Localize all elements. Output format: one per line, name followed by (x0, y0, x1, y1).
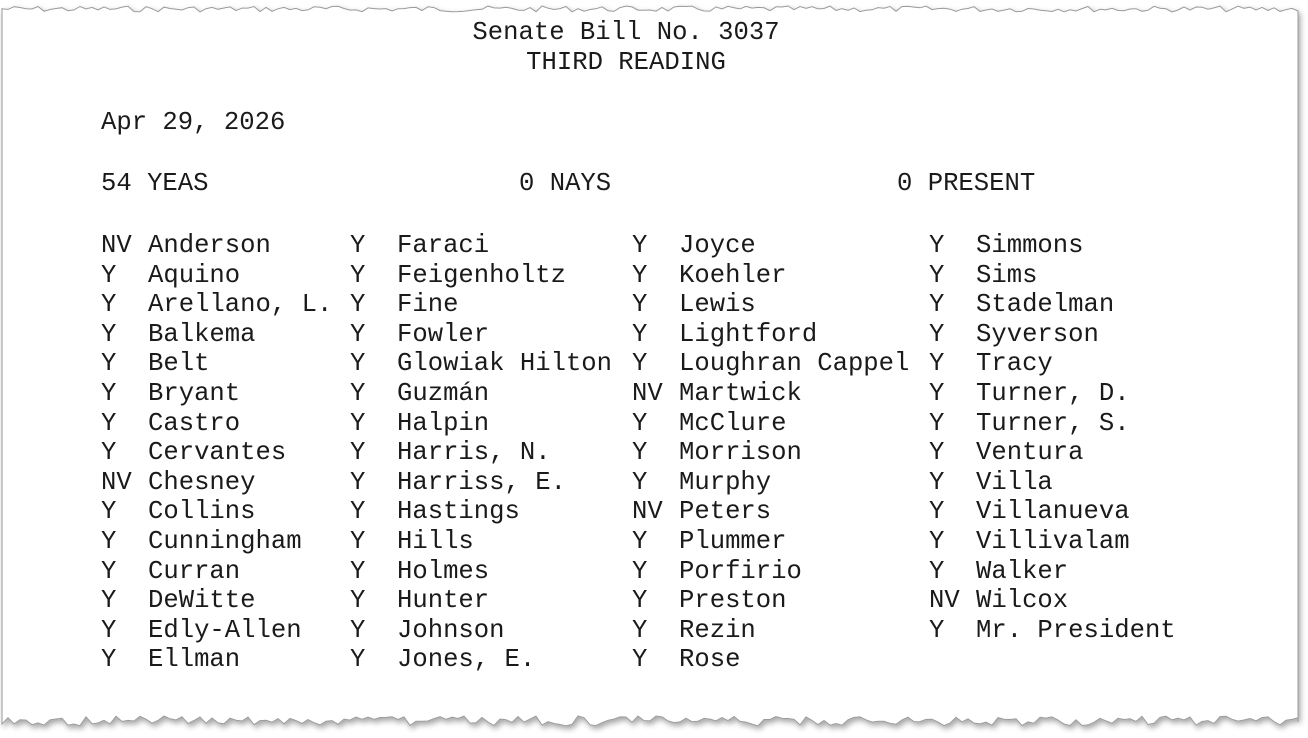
vote-mark: Y (101, 290, 117, 320)
senator-name: Halpin (397, 408, 490, 438)
vote-mark: Y (632, 231, 648, 260)
vote-mark: NV (632, 379, 663, 408)
vote-mark: Y (632, 527, 648, 556)
senator-name: Murphy (679, 467, 772, 497)
vote-mark: NV (101, 467, 132, 497)
senator-name: Johnson (397, 615, 505, 645)
vote-mark: Y (350, 615, 366, 645)
senator-name: Cunningham (148, 527, 302, 556)
senator-name: Martwick (679, 379, 802, 408)
senator-name: Holmes (397, 556, 490, 586)
senator-name: Chesney (148, 467, 256, 497)
senator-name: Fowler (397, 319, 490, 349)
senator-name: Ellman (148, 645, 241, 675)
senator-name: Sims (976, 260, 1038, 290)
senator-name: Peters (679, 497, 772, 527)
senator-name: Mr. President (976, 615, 1176, 645)
vote-mark: Y (101, 438, 117, 468)
vote-mark: Y (101, 527, 117, 556)
vote-mark: Y (929, 349, 945, 379)
senator-name: Koehler (679, 260, 787, 290)
vote-mark: Y (929, 556, 945, 586)
vote-mark: Y (632, 615, 648, 645)
bill-title: Senate Bill No. 3037 (472, 18, 780, 47)
reading-title: THIRD READING (526, 48, 726, 77)
senator-name: Plummer (679, 527, 787, 556)
vote-mark: Y (350, 319, 366, 349)
senator-name: Aquino (148, 260, 241, 290)
vote-mark: Y (632, 645, 648, 675)
senator-name: Hills (397, 527, 474, 556)
senator-name: Walker (976, 556, 1069, 586)
senator-name: Joyce (679, 231, 756, 260)
vote-mark: Y (632, 408, 648, 438)
senator-name: Loughran Cappel (679, 349, 910, 379)
senator-name: Feigenholtz (397, 260, 566, 290)
vote-mark: Y (632, 438, 648, 468)
vote-mark: Y (101, 556, 117, 586)
vote-mark: NV (101, 231, 132, 260)
senator-name: Jones, E. (397, 645, 536, 675)
senator-name: Hunter (397, 586, 490, 616)
senator-name: Cervantes (148, 438, 287, 468)
vote-mark: Y (350, 349, 366, 379)
senator-name: Edly-Allen (148, 615, 302, 645)
vote-mark: Y (929, 438, 945, 468)
vote-mark: Y (101, 408, 117, 438)
vote-mark: Y (350, 379, 366, 408)
senator-name: Simmons (976, 231, 1084, 260)
vote-mark: Y (101, 319, 117, 349)
vote-mark: Y (929, 497, 945, 527)
vote-mark: Y (632, 290, 648, 320)
senator-name: Bryant (148, 379, 241, 408)
vote-mark: Y (350, 586, 366, 616)
vote-mark: Y (350, 497, 366, 527)
senator-name: Faraci (397, 231, 490, 260)
vote-mark: Y (101, 586, 117, 616)
vote-mark: Y (350, 645, 366, 675)
senator-name: Turner, S. (976, 408, 1130, 438)
vote-mark: Y (929, 379, 945, 408)
senator-name: Lightford (679, 319, 818, 349)
vote-mark: Y (101, 349, 117, 379)
senator-name: Hastings (397, 497, 520, 527)
vote-mark: Y (929, 615, 945, 645)
vote-mark: Y (101, 379, 117, 408)
senator-name: Turner, D. (976, 379, 1130, 408)
senator-name: Villa (976, 467, 1053, 497)
nays-count: 0 NAYS (519, 169, 612, 198)
vote-mark: Y (350, 231, 366, 260)
senator-name: Collins (148, 497, 256, 527)
vote-mark: Y (350, 438, 366, 468)
senator-name: Preston (679, 586, 787, 616)
senator-name: Villivalam (976, 527, 1130, 556)
senator-name: Harriss, E. (397, 467, 566, 497)
vote-mark: Y (929, 527, 945, 556)
vote-mark: Y (350, 467, 366, 497)
vote-mark: Y (632, 260, 648, 290)
vote-mark: Y (101, 615, 117, 645)
vote-mark: Y (632, 586, 648, 616)
vote-mark: Y (929, 231, 945, 260)
vote-mark: Y (101, 645, 117, 675)
senator-name: Fine (397, 290, 459, 320)
senator-name: Wilcox (976, 586, 1069, 616)
senator-name: Glowiak Hilton (397, 349, 613, 379)
vote-mark: Y (350, 290, 366, 320)
senator-name: Castro (148, 408, 241, 438)
senator-name: Lewis (679, 290, 756, 320)
vote-mark: Y (929, 408, 945, 438)
vote-mark: Y (632, 467, 648, 497)
vote-date: Apr 29, 2026 (101, 108, 286, 137)
vote-mark: Y (929, 260, 945, 290)
vote-mark: Y (632, 349, 648, 379)
senator-name: Belt (148, 349, 210, 379)
senator-name: Balkema (148, 319, 256, 349)
vote-mark: Y (350, 260, 366, 290)
senator-name: Arellano, L. (148, 290, 333, 320)
senator-name: Guzmán (397, 379, 490, 408)
senator-name: Stadelman (976, 290, 1115, 320)
vote-mark: Y (350, 556, 366, 586)
senator-name: Curran (148, 556, 241, 586)
senator-name: Syverson (976, 319, 1099, 349)
senator-name: DeWitte (148, 586, 256, 616)
vote-mark: Y (632, 319, 648, 349)
vote-mark: Y (350, 408, 366, 438)
vote-mark: Y (929, 290, 945, 320)
senator-name: Tracy (976, 349, 1053, 379)
vote-mark: Y (929, 319, 945, 349)
present-count: 0 PRESENT (897, 169, 1036, 198)
senator-name: Rose (679, 645, 741, 675)
vote-mark: Y (101, 497, 117, 527)
vote-mark: NV (632, 497, 663, 527)
senator-name: McClure (679, 408, 787, 438)
senator-name: Ventura (976, 438, 1084, 468)
yeas-count: 54 YEAS (101, 169, 209, 198)
senator-name: Morrison (679, 438, 802, 468)
vote-mark: Y (101, 260, 117, 290)
senator-name: Harris, N. (397, 438, 551, 468)
vote-mark: Y (632, 556, 648, 586)
senator-name: Porfirio (679, 556, 802, 586)
vote-mark: NV (929, 586, 960, 616)
vote-mark: Y (350, 527, 366, 556)
senator-name: Anderson (148, 231, 271, 260)
vote-mark: Y (929, 467, 945, 497)
senator-name: Villanueva (976, 497, 1130, 527)
senator-name: Rezin (679, 615, 756, 645)
